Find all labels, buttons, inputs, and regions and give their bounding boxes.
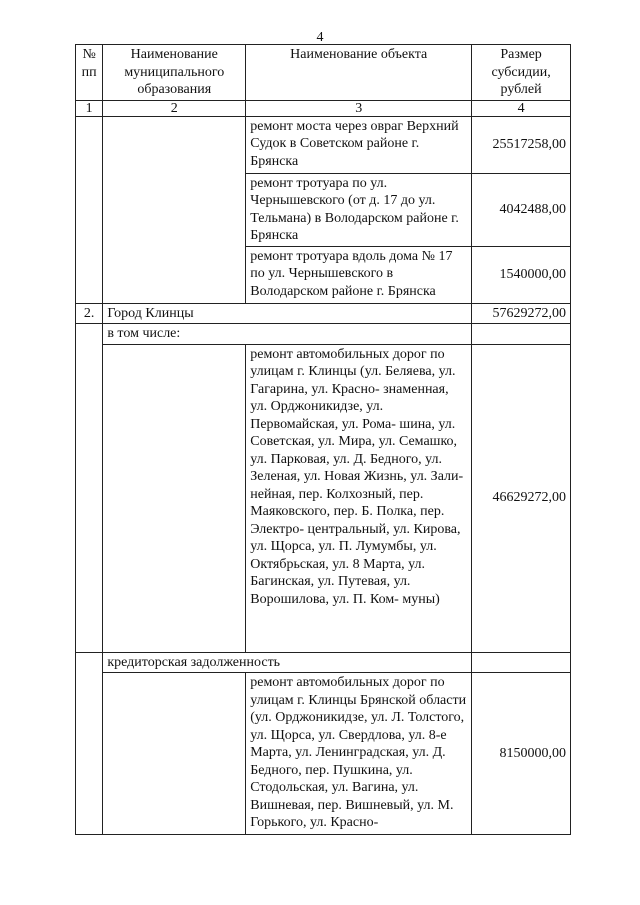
subsidy-table <box>75 44 571 835</box>
table-row <box>76 116 571 173</box>
object-cell: ремонт тротуара вдоль дома № 17 по ул. Чернышевского в Володарском районе г. Брянска <box>246 246 472 303</box>
subheading-cell: в том числе: <box>103 324 472 345</box>
col-number-3: 3 <box>246 100 472 116</box>
object-cell: ремонт моста через овраг Верхний Судок в Советском районе г. Брянска <box>246 116 472 173</box>
empty-cell <box>103 116 246 303</box>
object-cell: ремонт автомобильных дорог по улицам г. Клинцы (ул. Беляева, ул. Гагарина, ул. Красно- знаменная, ул. Орджоникидзе, ул. Первомайская, ул. Рома- шина, ул. Советская, ул. Мира, ул. Семашко, ул. Парковая, ул. Д. Бедного, ул. Зеленая, ул. Новая Жизнь, ул. Зали- нейная, пер. Колхозный, пер. Маяковского, пер. Б. Полка, пер. Электро- центральный, ул. Кирова, ул. Щорса, ул. П. Лумумбы, ул. Октябрьская, ул. 8 Марта, ул. Багинская, ул. Путевая, ул. Ворошилова, ул. П. Ком- муны) <box>246 344 472 652</box>
table-row <box>76 324 571 345</box>
col-number-2: 2 <box>103 100 246 116</box>
table-header-row <box>76 45 571 101</box>
amount-cell: 25517258,00 <box>472 116 571 173</box>
header-object: Наименование объекта <box>246 45 472 101</box>
empty-cell <box>472 652 571 673</box>
amount-cell: 1540000,00 <box>472 246 571 303</box>
empty-cell <box>103 673 246 835</box>
object-cell: ремонт тротуара по ул. Чернышевского (от д. 17 до ул. Тельмана) в Володарском районе г. Брянска <box>246 173 472 246</box>
col-number-1: 1 <box>76 100 103 116</box>
row-number: 2. <box>76 303 103 324</box>
table-row <box>76 303 571 324</box>
amount-cell: 4042488,00 <box>472 173 571 246</box>
empty-cell <box>76 116 103 303</box>
col-number-4: 4 <box>472 100 571 116</box>
header-subsidy: Размер субсидии, рублей <box>472 45 571 101</box>
table-row <box>76 652 571 673</box>
empty-cell <box>472 324 571 345</box>
table-row <box>76 344 571 652</box>
amount-cell: 46629272,00 <box>472 344 571 652</box>
header-municipality: Наименование муниципального образования <box>103 45 246 101</box>
empty-cell <box>76 652 103 835</box>
table-row <box>76 673 571 835</box>
municipality-name: Город Клинцы <box>103 303 472 324</box>
amount-cell: 57629272,00 <box>472 303 571 324</box>
object-cell: ремонт автомобильных дорог по улицам г. Клинцы Брянской области (ул. Орджоникидзе, ул. Л. Толстого, ул. Щорса, ул. Свердлова, ул. 8-е Марта, ул. Ленинградская, ул. Д. Бедного, пер. Пушкина, ул. Стодольская, ул. Вагина, ул. Вишневая, пер. Вишневый, ул. М. Горького, ул. Красно- <box>246 673 472 835</box>
column-number-row <box>76 100 571 116</box>
page-number: 4 <box>316 30 324 45</box>
header-num: № пп <box>76 45 103 101</box>
empty-cell <box>103 344 246 652</box>
amount-cell: 8150000,00 <box>472 673 571 835</box>
subheading-cell: кредиторская задолженность <box>103 652 472 673</box>
empty-cell <box>76 324 103 653</box>
